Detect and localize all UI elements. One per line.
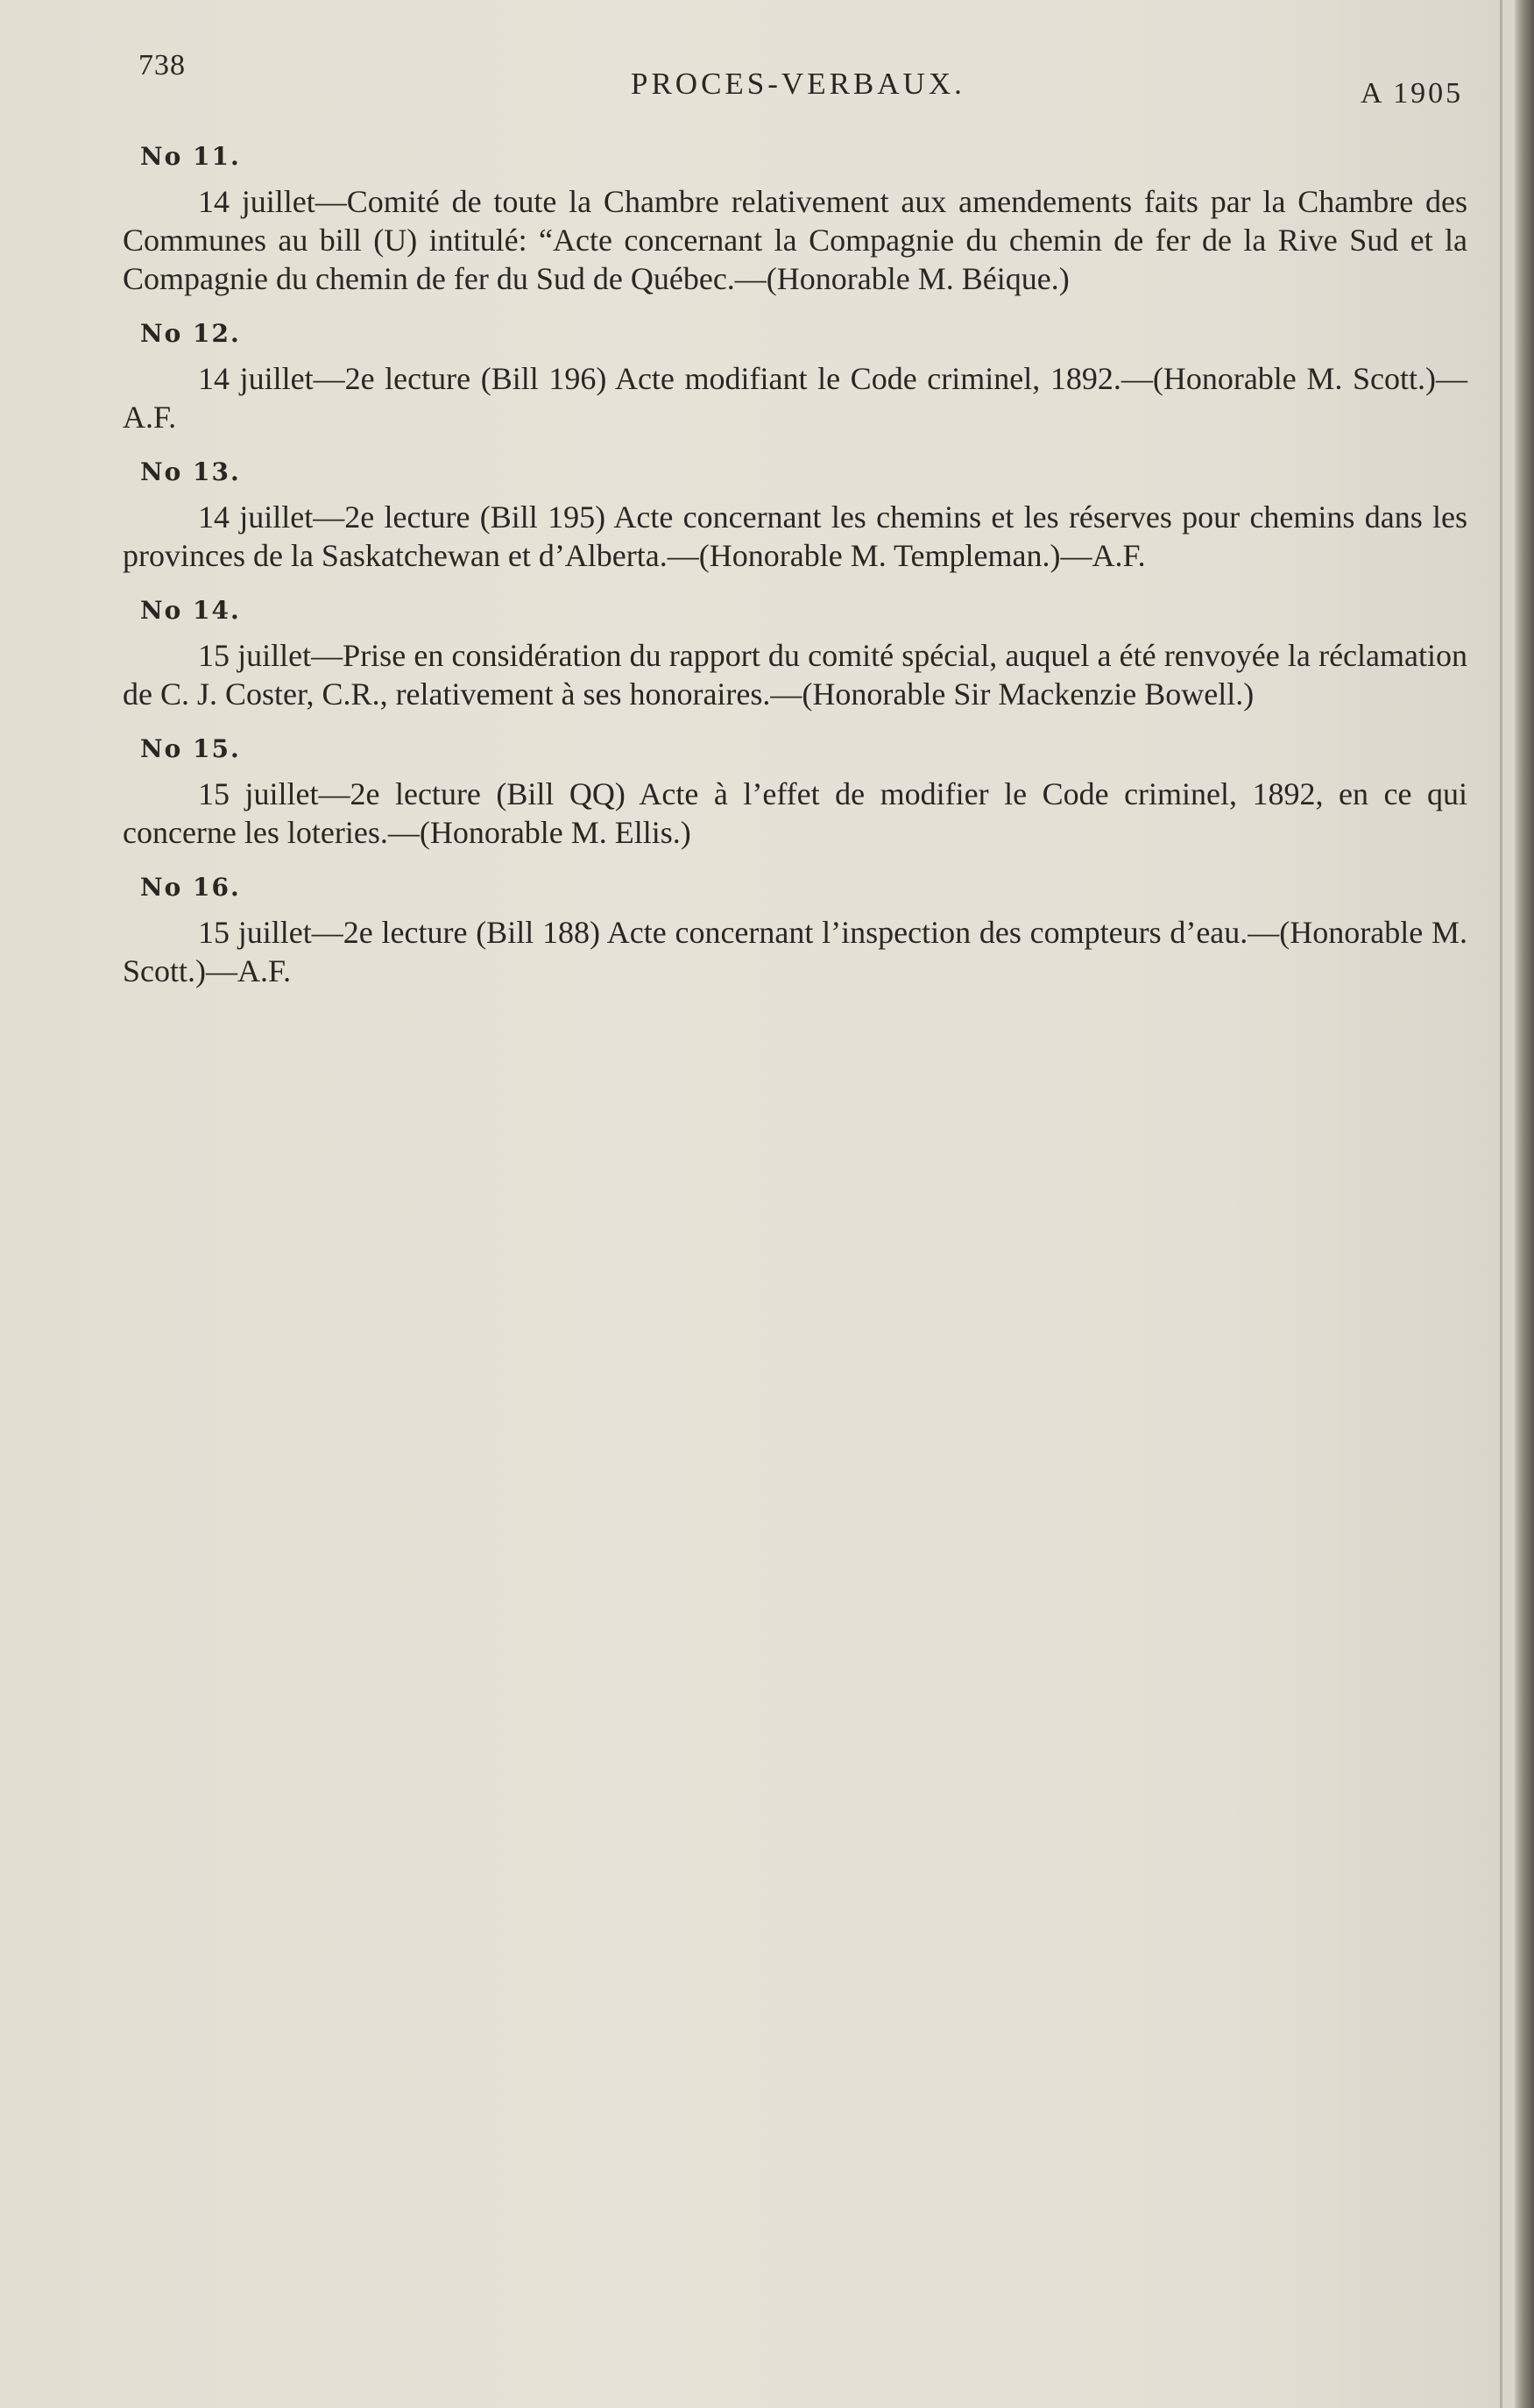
entry-15: [123, 731, 1472, 852]
binding-edge: [1515, 0, 1534, 2408]
entry-number: No 13.: [140, 457, 241, 486]
entry-12: [123, 315, 1472, 436]
session-year: A 1905: [1361, 77, 1464, 110]
entry-text: 15 juillet—Prise en considération du rapport du comité spécial, auquel a été renvoyée la réclamation de C. J. Coster, C.R., relativement à ses honoraires.—(Honorable Sir Mackenzie Bowell.): [123, 638, 1467, 712]
entry-number: No 14.: [140, 596, 241, 625]
entry-number: No 15.: [140, 734, 241, 763]
entry-number: No 12.: [140, 319, 241, 348]
entry-text: 14 juillet—Comité de toute la Chambre relativement aux amendements faits par la Chambre des Communes au bill (U) intitulé: “Acte concernant la Compagnie du chemin de fer de la Rive Sud et la Compagnie du chemin de fer du Sud de Québec.—(Honorable M. Béique.): [123, 184, 1467, 296]
page-header: [0, 0, 1534, 123]
entries-list: [123, 138, 1472, 1008]
page-number: 738: [138, 49, 186, 81]
entry-text: 15 juillet—2e lecture (Bill 188) Acte concernant l’inspection des compteurs d’eau.—(Honorable M. Scott.)—A.F.: [123, 915, 1467, 988]
entry-text: 14 juillet—2e lecture (Bill 196) Acte modifiant le Code criminel, 1892.—(Honorable M. Scott.)—A.F.: [123, 361, 1467, 435]
entry-11: [123, 138, 1472, 298]
running-title: PROCES-VERBAUX.: [631, 67, 965, 101]
entry-text: 14 juillet—2e lecture (Bill 195) Acte concernant les chemins et les réserves pour chemins dans les provinces de la Saskatchewan et d’Alberta.—(Honorable M. Templeman.)—A.F.: [123, 499, 1467, 573]
entry-14: [123, 592, 1472, 713]
entry-text: 15 juillet—2e lecture (Bill QQ) Acte à l’effet de modifier le Code criminel, 1892, en ce qui concerne les loteries.—(Honorable M. Ellis.): [123, 776, 1467, 850]
entry-13: [123, 454, 1472, 575]
entry-16: [123, 869, 1472, 990]
entry-number: No 11.: [140, 142, 241, 171]
binding-line: [1500, 0, 1502, 2408]
entry-number: No 16.: [140, 873, 241, 902]
